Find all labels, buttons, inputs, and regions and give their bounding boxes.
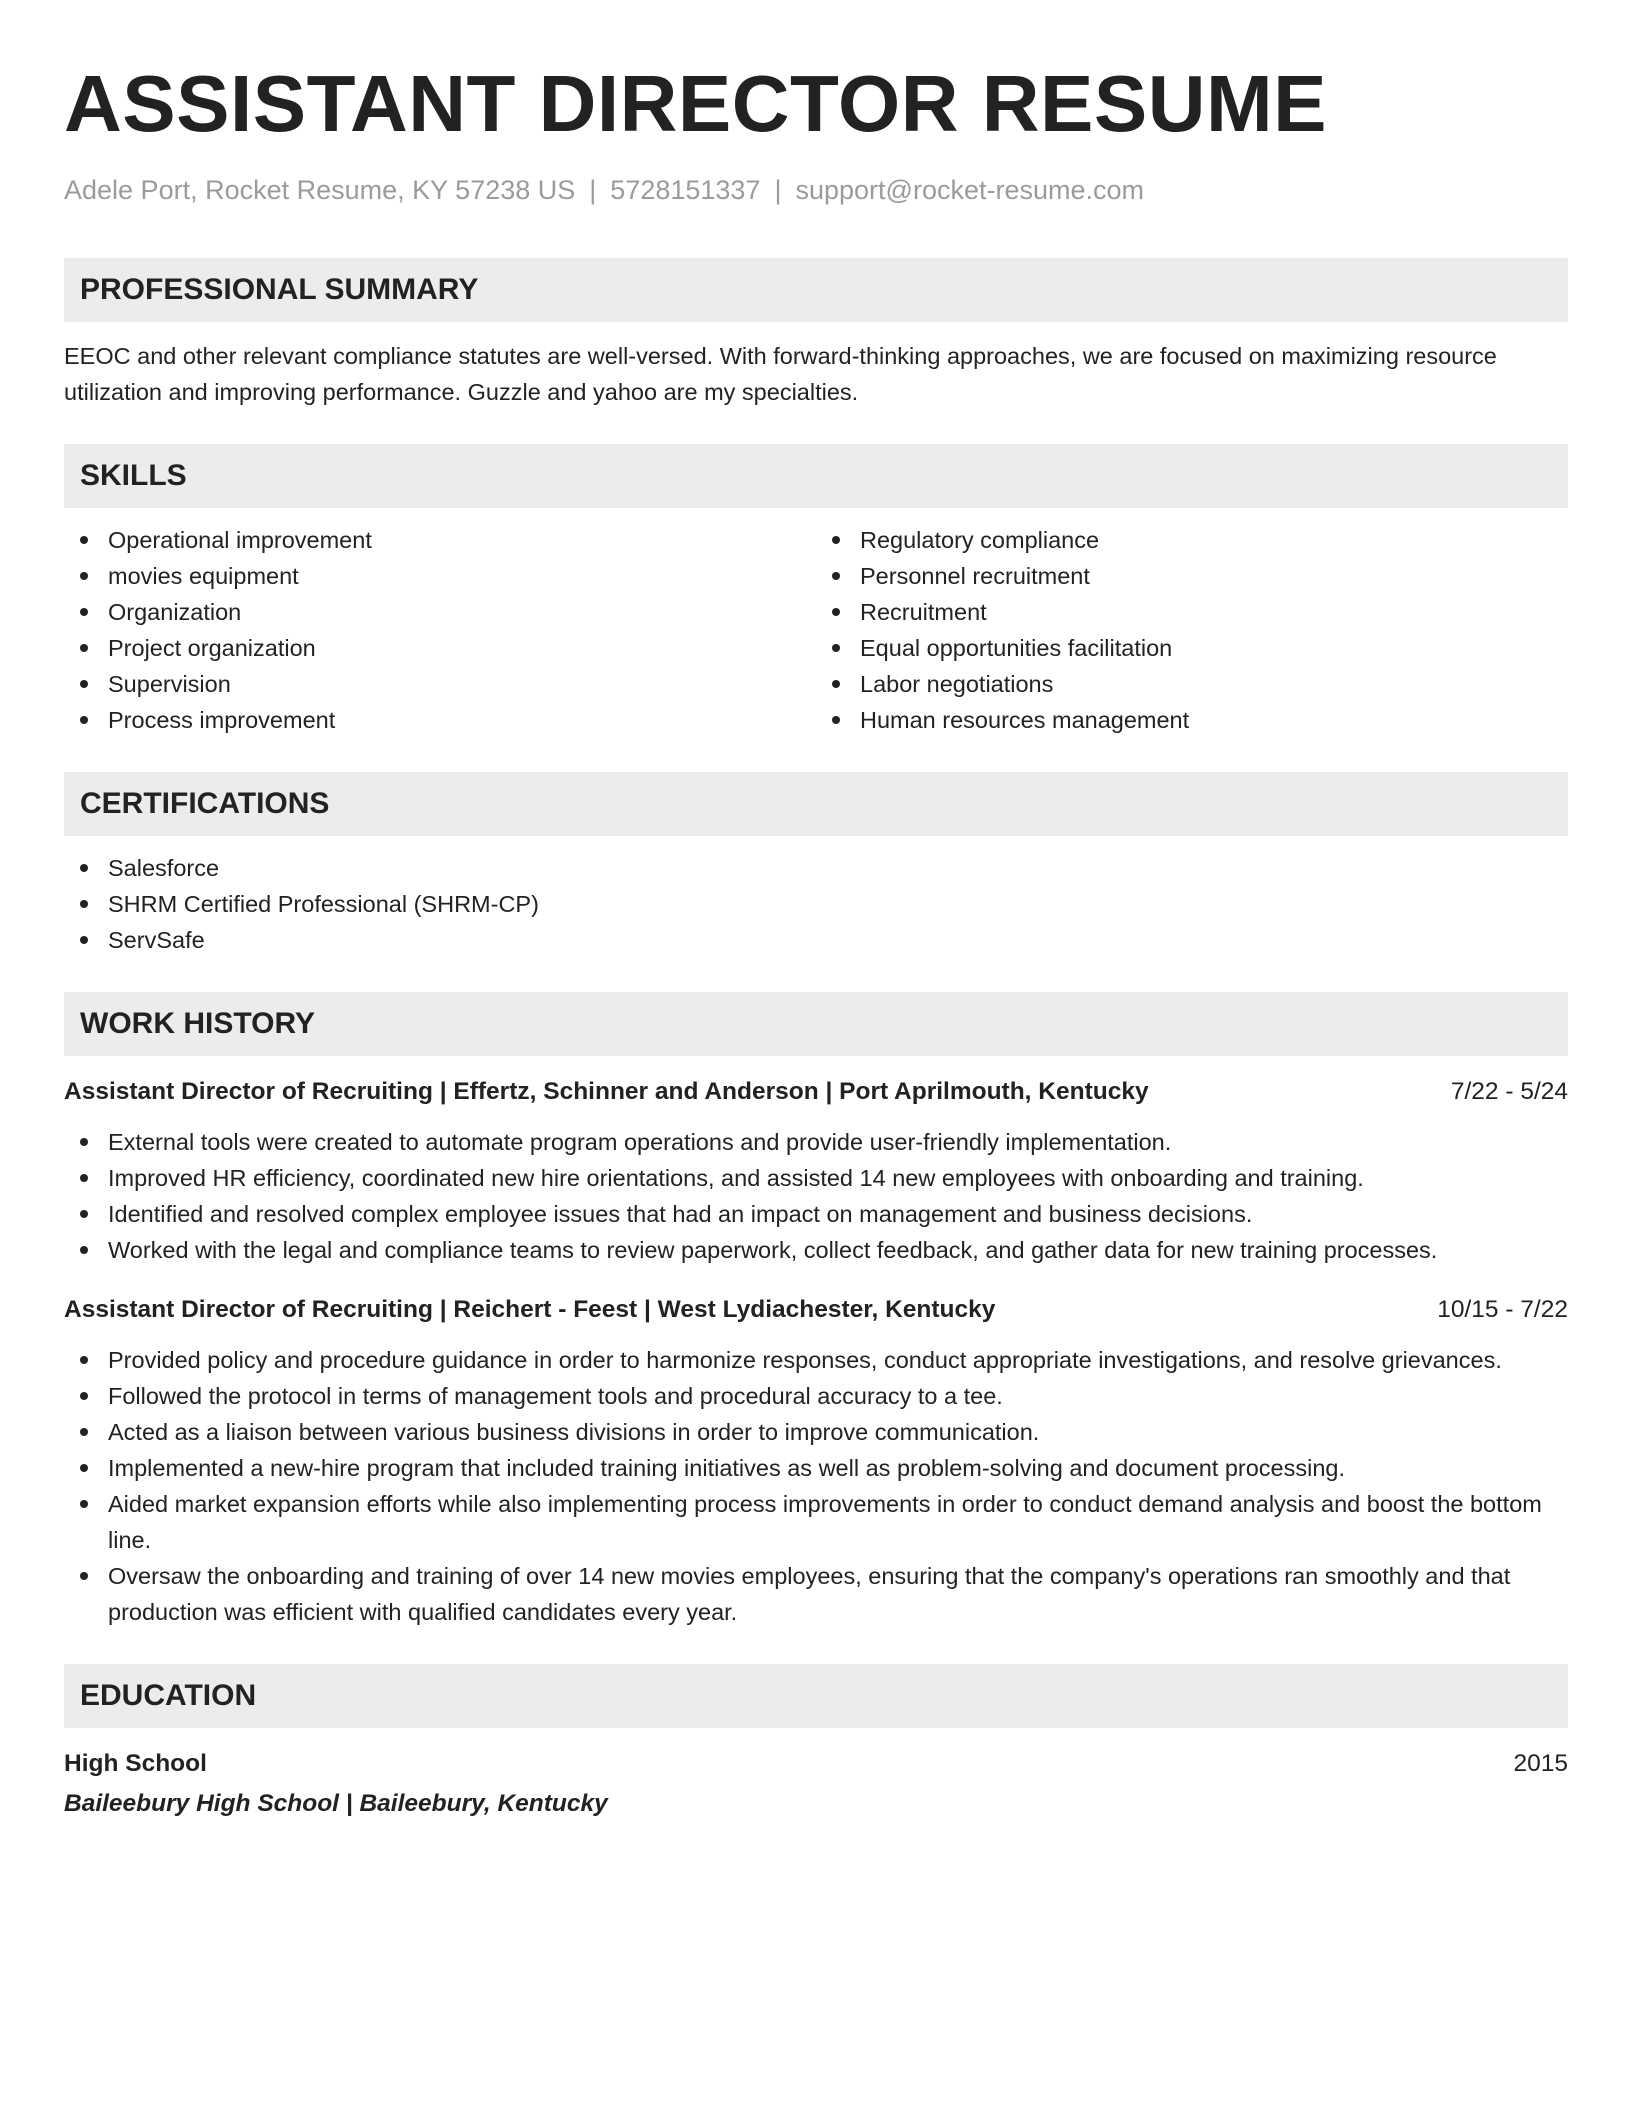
job-title: Assistant Director of Recruiting | Effertz, Schinner and Anderson | Port Aprilmouth, Kentucky [64, 1078, 1149, 1105]
skill-item: Supervision [64, 666, 816, 702]
skills-list-left [64, 522, 816, 738]
certification-item: ServSafe [64, 922, 1568, 958]
job-dates: 7/22 - 5/24 [1450, 1078, 1568, 1105]
job-title: Assistant Director of Recruiting | Reichert - Feest | West Lydiachester, Kentucky [64, 1296, 996, 1323]
job-bullet: Improved HR efficiency, coordinated new hire orientations, and assisted 14 new employees with onboarding and training. [64, 1160, 1568, 1196]
work-history-heading: WORK HISTORY [64, 992, 1568, 1056]
job-bullet: Aided market expansion efforts while also implementing process improvements in order to conduct demand analysis and boost the bottom line. [64, 1486, 1568, 1558]
job-bullet: Implemented a new-hire program that included training initiatives as well as problem-solving and document processing. [64, 1450, 1568, 1486]
resume-title: ASSISTANT DIRECTOR RESUME [64, 59, 1327, 148]
job-bullet: Followed the protocol in terms of management tools and procedural accuracy to a tee. [64, 1378, 1568, 1414]
certifications-list [64, 850, 1568, 958]
education-heading: EDUCATION [64, 1664, 1568, 1728]
job-bullet: Worked with the legal and compliance teams to review paperwork, collect feedback, and gather data for new training processes. [64, 1232, 1568, 1268]
skills-list-right [816, 522, 1568, 738]
contact-address: Adele Port, Rocket Resume, KY 57238 US [64, 175, 576, 205]
contact-email: support@rocket-resume.com [795, 175, 1145, 205]
summary-heading: PROFESSIONAL SUMMARY [64, 258, 1568, 322]
job-bullet: Identified and resolved complex employee issues that had an impact on management and business decisions. [64, 1196, 1568, 1232]
job-dates: 10/15 - 7/22 [1437, 1296, 1568, 1323]
job-bullet: Provided policy and procedure guidance in order to harmonize responses, conduct appropriate investigations, and resolve grievances. [64, 1342, 1568, 1378]
job-bullet-list [64, 1342, 1568, 1630]
skills-grid [64, 522, 1568, 738]
contact-line [64, 172, 1568, 208]
job-bullet: Oversaw the onboarding and training of over 14 new movies employees, ensuring that the company's operations ran smoothly and that production was efficient with qualified candidates every year. [64, 1558, 1568, 1630]
skill-item: Operational improvement [64, 522, 816, 558]
job-header [64, 1292, 1568, 1328]
skill-item: Equal opportunities facilitation [816, 630, 1568, 666]
job-header [64, 1074, 1568, 1110]
job-bullet-list [64, 1124, 1568, 1268]
job-bullet: External tools were created to automate program operations and provide user-friendly implementation. [64, 1124, 1568, 1160]
skill-item: Recruitment [816, 594, 1568, 630]
skills-heading: SKILLS [64, 444, 1568, 508]
job-bullet: Acted as a liaison between various business divisions in order to improve communication. [64, 1414, 1568, 1450]
skill-item: Organization [64, 594, 816, 630]
skill-item: Human resources management [816, 702, 1568, 738]
contact-separator: | [589, 175, 597, 205]
skill-item: Regulatory compliance [816, 522, 1568, 558]
certifications-heading: CERTIFICATIONS [64, 772, 1568, 836]
summary-text: EEOC and other relevant compliance statutes are well-versed. With forward-thinking approaches, we are focused on maximizing resource utilization and improving performance. Guzzle and yahoo are my specialties. [64, 343, 1497, 405]
education-school: Baileebury High School | Baileebury, Kentucky [64, 1790, 608, 1817]
contact-phone: 5728151337 [610, 175, 761, 205]
skill-item: Personnel recruitment [816, 558, 1568, 594]
education-degree: High School [64, 1750, 207, 1777]
education-year: 2015 [1513, 1750, 1568, 1777]
certification-item: Salesforce [64, 850, 1568, 886]
skill-item: Labor negotiations [816, 666, 1568, 702]
contact-separator: | [774, 175, 782, 205]
skill-item: Project organization [64, 630, 816, 666]
education-row [64, 1746, 1568, 1782]
certification-item: SHRM Certified Professional (SHRM-CP) [64, 886, 1568, 922]
skill-item: Process improvement [64, 702, 816, 738]
skill-item: movies equipment [64, 558, 816, 594]
